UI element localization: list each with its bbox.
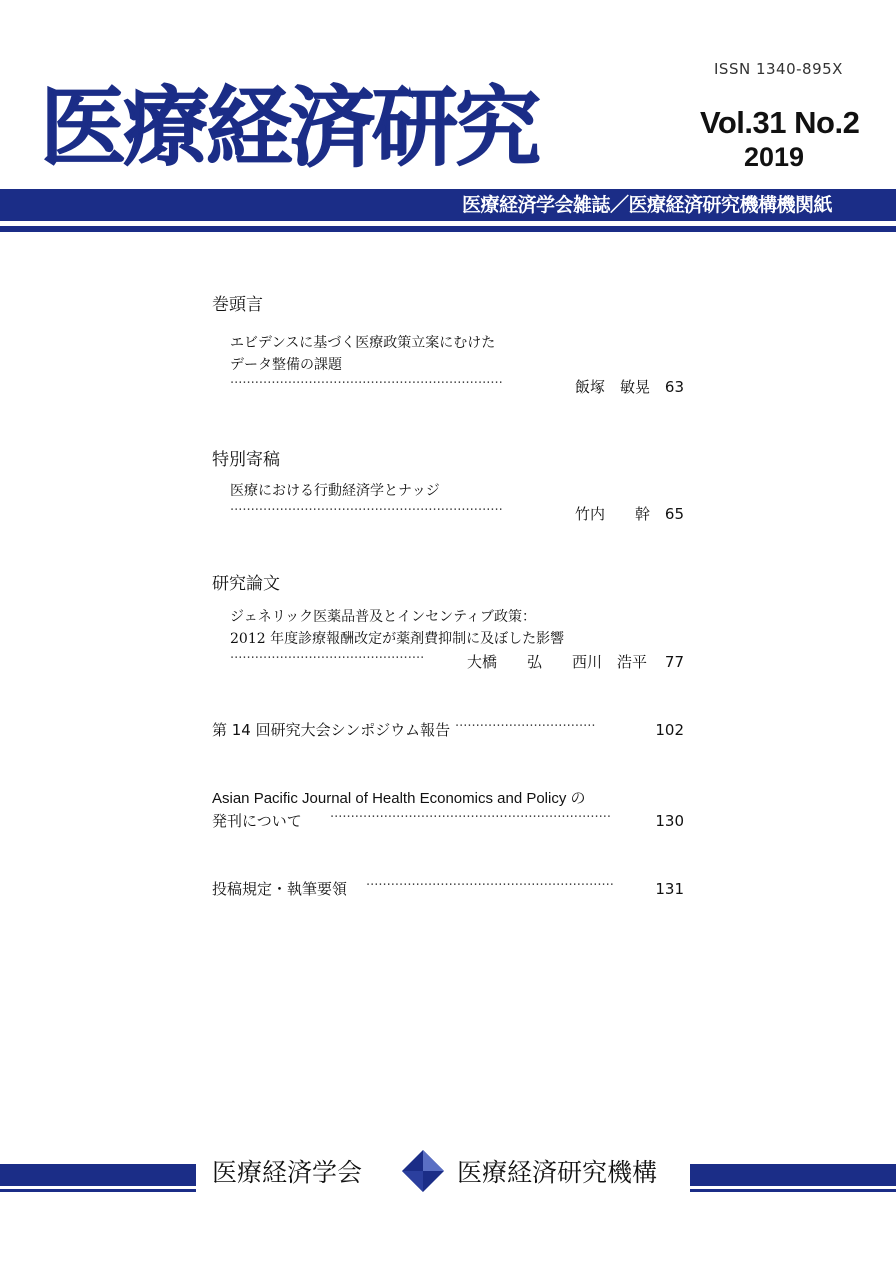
entry-title-line2: 発刊について [212, 812, 302, 830]
dot-leader: ···································································· [330, 810, 611, 825]
article-title-line1: ジェネリック医薬品普及とインセンティブ政策： [230, 609, 537, 625]
diamond-icon [402, 1150, 444, 1192]
footer-society-name: 医療経済学会 [212, 1158, 363, 1187]
footer-organization-name: 医療経済研究機構 [457, 1158, 658, 1187]
article-title-line1: エビデンスに基づく医療政策立案にむけた [230, 335, 496, 351]
section-heading: 特別寄稿 [212, 450, 280, 470]
footer-line-left [0, 1189, 196, 1192]
entry-title-line1: Asian Pacific Journal of Health Economics and Policy の [212, 790, 586, 807]
article-title-line2: データ整備の課題 [230, 357, 342, 373]
page-number: 130 [655, 812, 684, 830]
page-number: 77 [664, 653, 684, 671]
header-divider [0, 226, 896, 232]
issue-year: 2019 [744, 142, 805, 172]
footer-line-right [690, 1189, 896, 1192]
article-author: 西川 浩平 [572, 653, 648, 671]
section-heading: 巻頭言 [212, 295, 263, 315]
dot-leader: ·································································· [230, 376, 503, 391]
entry-title: 第 14 回研究大会シンポジウム報告 [212, 721, 451, 739]
volume-number: Vol.31 No.2 [700, 105, 860, 140]
article-author: 飯塚 敏晃 [575, 378, 651, 396]
section-heading: 研究論文 [212, 574, 280, 594]
dot-leader: ··············································· [230, 651, 425, 666]
dot-leader: ·································· [455, 719, 596, 734]
entry-title: 投稿規定・執筆要領 [212, 880, 348, 898]
footer-band-right [690, 1164, 896, 1186]
article-title-line1: 医療における行動経済学とナッジ [230, 483, 440, 499]
page-number: 65 [664, 505, 684, 523]
page-number: 63 [664, 378, 684, 396]
journal-subtitle: 医療経済学会雑誌／医療経済研究機構機関紙 [461, 194, 832, 216]
page-number: 131 [655, 880, 684, 898]
footer-band-left [0, 1164, 196, 1186]
article-title-line2: 2012 年度診療報酬改定が薬剤費抑制に及ぼした影響 [230, 631, 565, 647]
page-number: 102 [655, 721, 684, 739]
issn-number: ISSN 1340-895X [714, 60, 843, 78]
article-author: 大橋 弘 [467, 653, 543, 671]
dot-leader: ···························································· [366, 878, 614, 893]
dot-leader: ·································································· [230, 503, 503, 518]
article-author: 竹内 幹 [575, 505, 651, 523]
journal-title: 医療経済研究 [40, 78, 538, 178]
